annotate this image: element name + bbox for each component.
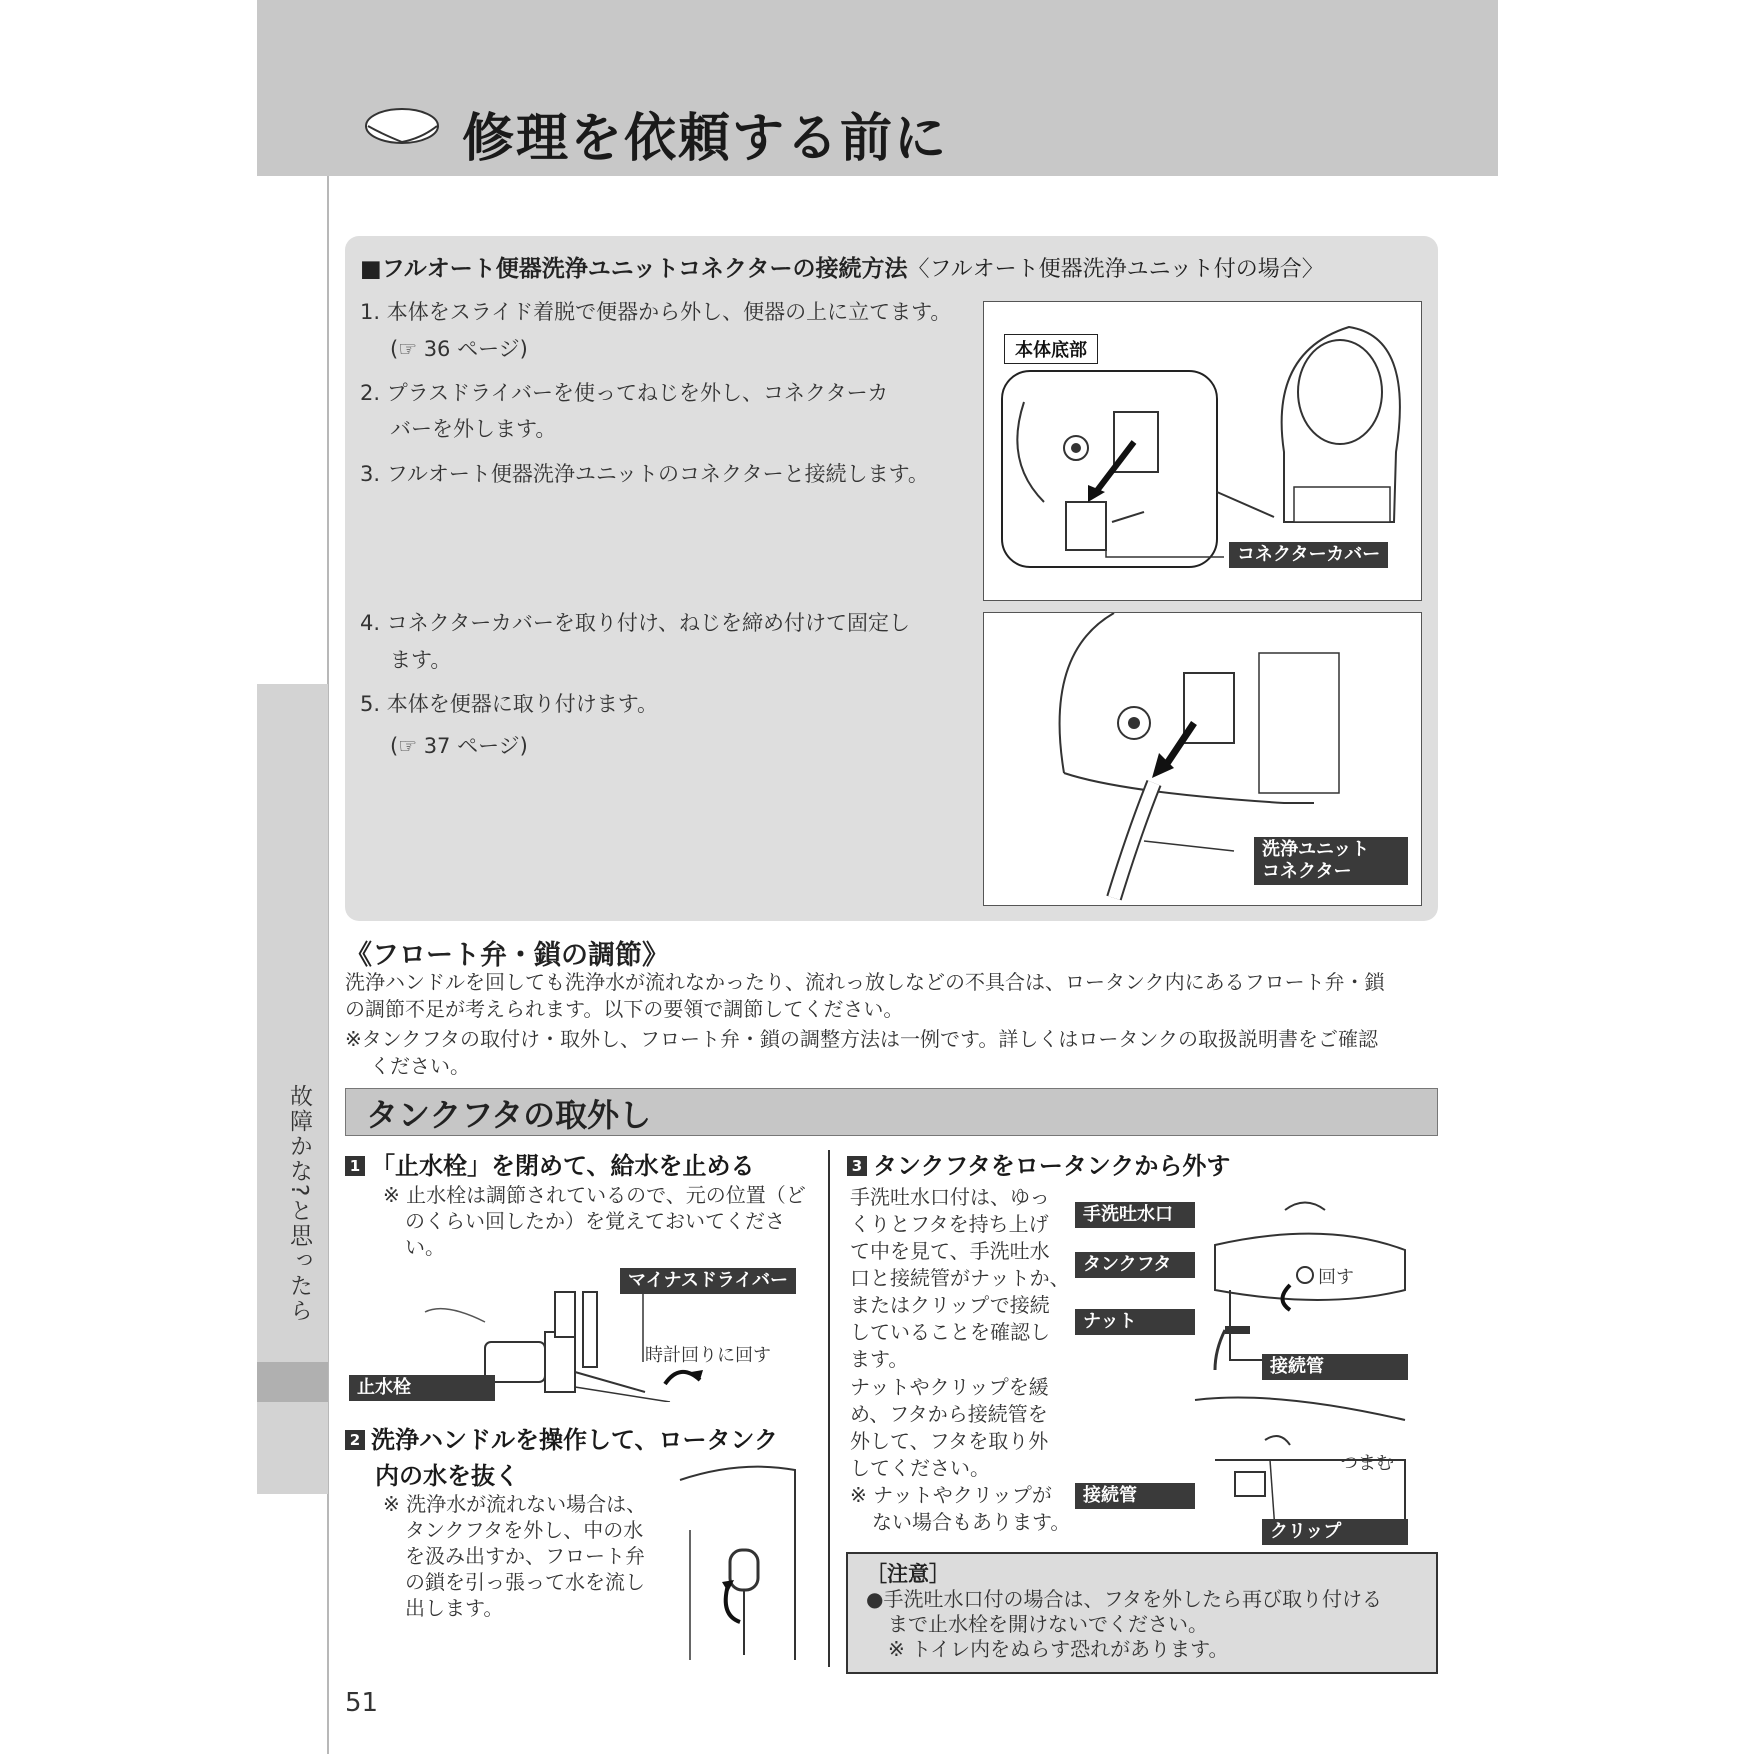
step2-note-3: を汲み出すか、フロート弁 (405, 1544, 645, 1568)
caution-line-2: まで止水栓を開けないでください。 (888, 1612, 1208, 1636)
step3-label-nut: ナット (1075, 1309, 1195, 1335)
step1-number: 1 (345, 1156, 365, 1176)
step3-line-10: 外して、フタを取り外 (850, 1429, 1049, 1453)
float-para-2: の調節不足が考えられます。以下の要領で調節してください。 (345, 997, 904, 1021)
step1-label-driver: マイナスドライバー (620, 1268, 796, 1294)
connector-step-5: 5. 本体を便器に取り付けます。 (360, 692, 659, 716)
step2-note-2: タンクフタを外し、中の水 (405, 1518, 644, 1542)
connector-title-main: ■フルオート便器洗浄ユニットコネクターの接続方法 (360, 256, 908, 282)
float-para-4: ください。 (370, 1054, 470, 1078)
caution-title: ［注意］ (866, 1562, 950, 1586)
step3-line-11: してください。 (850, 1456, 990, 1480)
step1-heading (345, 1146, 755, 1181)
step3-label-clip: クリップ (1262, 1519, 1408, 1545)
step2-number: 2 (345, 1430, 365, 1450)
connector-title-sub: 〈フルオート便器洗浄ユニット付の場合〉 (907, 257, 1324, 282)
connector-step-1-ref: (☞ 36 ページ) (390, 337, 528, 361)
step1-label-valve: 止水栓 (349, 1375, 495, 1401)
connector-step-3: 3. フルオート便器洗浄ユニットのコネクターと接続します。 (360, 462, 929, 486)
step3-line-5: またはクリップで接続 (850, 1293, 1050, 1317)
step1-title: 「止水栓」を閉めて、給水を止める (371, 1152, 755, 1180)
connector-step-5-ref: (☞ 37 ページ) (390, 734, 528, 758)
toilet-seat-icon (362, 104, 440, 148)
step3-heading (847, 1146, 1230, 1181)
page-title: 修理を依頼する前に (462, 109, 949, 169)
step2-title-1: 洗浄ハンドルを操作して、ロータンク (371, 1426, 779, 1454)
step3-label-pipe-1: 接続管 (1262, 1354, 1408, 1380)
column-divider (828, 1150, 830, 1667)
step3-title: タンクフタをロータンクから外す (873, 1152, 1231, 1180)
step3-line-9: め、フタから接続管を (850, 1402, 1048, 1426)
fig2-label-line1: 洗浄ユニット (1262, 839, 1370, 860)
side-tab-label: 故障かな?と思ったら (286, 1084, 312, 1324)
step1-label-clockwise: 時計回りに回す (645, 1345, 771, 1366)
caution-line-3: ※ トイレ内をぬらす恐れがあります。 (888, 1637, 1229, 1661)
step1-note-2: のくらい回したか）を覚えておいてくださ (405, 1209, 785, 1233)
step3-line-12: ※ ナットやクリップが (850, 1483, 1052, 1507)
step3-line-3: て中を見て、手洗吐水 (850, 1239, 1050, 1263)
step3-line-1: 手洗吐水口付は、ゆっ (850, 1185, 1050, 1209)
step2-note-4: の鎖を引っ張って水を流し (405, 1570, 645, 1594)
step3-label-turn: 回す (1318, 1267, 1354, 1288)
step3-line-4: 口と接続管がナットか、 (850, 1266, 1070, 1290)
connector-step-1: 1. 本体をスライド着脱で便器から外し、便器の上に立てます。 (360, 300, 952, 324)
fig2-label-connector (1254, 837, 1408, 885)
step3-line-13: ない場合もあります。 (872, 1510, 1071, 1534)
flush-handle-illustration (670, 1450, 810, 1670)
connector-step-2-cont: バーを外します。 (390, 417, 557, 441)
float-section-title: 《フロート弁・鎖の調節》 (345, 940, 669, 971)
page-number: 51 (345, 1688, 379, 1718)
float-para-3: ※タンクフタの取付け・取外し、フロート弁・鎖の調整方法は一例です。詳しくはロータンクの取扱説明書をご確認 (345, 1027, 1378, 1051)
fig1-label-cover: コネクターカバー (1229, 542, 1388, 568)
connector-step-4: 4. コネクターカバーを取り付け、ねじを締め付けて固定し (360, 611, 911, 635)
fig1-label-bottom: 本体底部 (1004, 334, 1098, 364)
connector-section-title (360, 250, 1324, 283)
step1-note-1: ※ 止水栓は調節されているので、元の位置（ど (383, 1183, 806, 1207)
step2-note-1: ※ 洗浄水が流れない場合は、 (383, 1492, 647, 1516)
step1-note-3: い。 (405, 1235, 445, 1259)
step3-label-spout: 手洗吐水口 (1075, 1202, 1195, 1228)
step2-heading-2: 内の水を抜く (375, 1462, 519, 1490)
step3-line-7: ます。 (850, 1347, 909, 1371)
step3-line-2: くりとフタを持ち上げ (850, 1212, 1049, 1236)
step3-label-pipe-2: 接続管 (1075, 1483, 1195, 1509)
step3-line-6: していることを確認し (850, 1320, 1050, 1344)
section-title: タンクフタの取外し (366, 1096, 652, 1134)
connector-step-2: 2. プラスドライバーを使ってねじを外し、コネクターカ (360, 381, 889, 405)
step3-label-lid: タンクフタ (1075, 1252, 1195, 1278)
caution-line-1: ●手洗吐水口付の場合は、フタを外したら再び取り付ける (866, 1587, 1383, 1611)
float-para-1: 洗浄ハンドルを回しても洗浄水が流れなかったり、流れっ放しなどの不具合は、ロータンク内にあるフロート弁・鎖 (345, 970, 1385, 994)
step3-number: 3 (847, 1156, 867, 1176)
side-tab-marker (257, 1362, 328, 1402)
connector-step-4-cont: ます。 (390, 648, 452, 672)
step3-line-8: ナットやクリップを緩 (850, 1375, 1049, 1399)
wash-unit-connector-figure (983, 612, 1422, 906)
step3-label-pinch: つまむ (1340, 1453, 1394, 1474)
step2-note-5: 出します。 (405, 1596, 504, 1620)
fig2-label-line2: コネクター (1262, 861, 1352, 882)
connector-cover-figure (983, 301, 1422, 601)
